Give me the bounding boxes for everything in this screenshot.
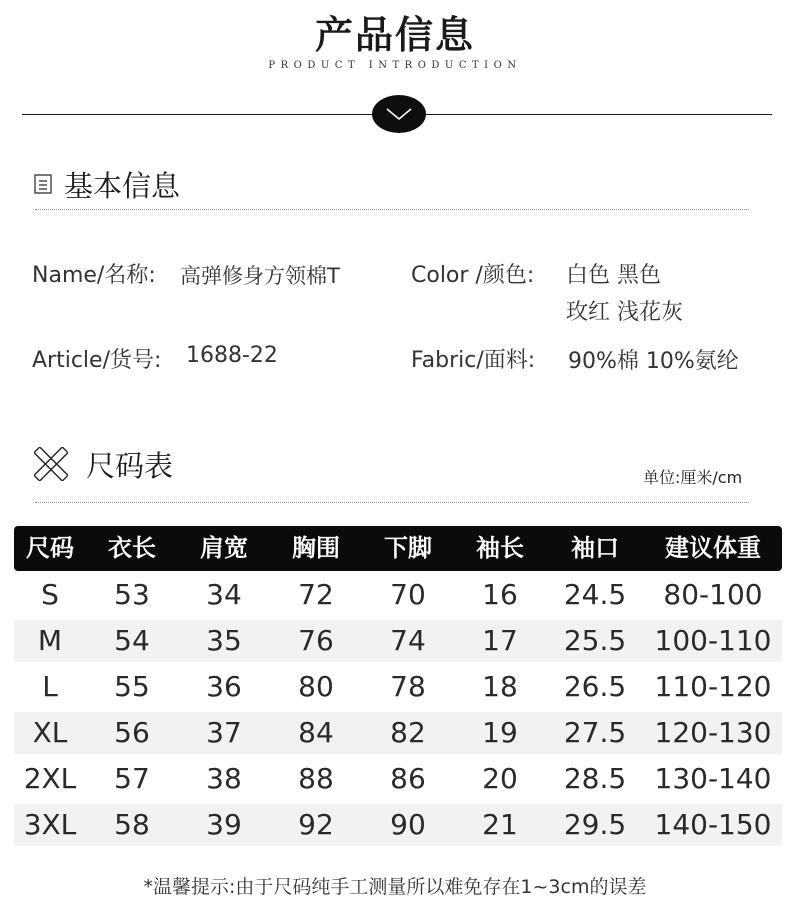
size-chart-title: 尺码表 [86,449,174,483]
cell-length: 54 [114,624,150,657]
measurement-note: *温馨提示:由于尺码纯手工测量所以难免存在1~3cm的误差 [143,876,647,898]
page-title: 产品信息 [314,13,475,57]
unit-label: 单位:厘米/cm [643,468,743,487]
cell-shoulder: 34 [206,578,242,611]
cell-size: XL [32,716,68,749]
cell-cuff: 25.5 [563,624,627,657]
cell-cuff: 26.5 [563,670,627,703]
size-chart-divider [35,502,749,503]
cell-sleeve: 17 [482,624,518,657]
cell-weight: 120-130 [654,716,772,749]
cell-sleeve: 18 [482,670,518,703]
chevron-down-badge [372,95,426,133]
cell-hem: 78 [390,670,426,703]
cell-chest: 84 [298,716,334,749]
cell-hem: 82 [390,716,426,749]
cell-size: 3XL [23,808,77,841]
cell-weight: 110-120 [654,670,772,703]
name-value: 高弹修身方领棉T [180,264,340,288]
table-row [14,666,782,708]
cell-shoulder: 39 [206,808,242,841]
document-list-icon [34,174,52,198]
ruler-cross-icon [34,447,68,485]
cell-cuff: 29.5 [563,808,627,841]
basic-info-divider [35,209,749,210]
size-table-header [14,526,782,571]
cell-size: 2XL [23,762,77,795]
cell-cuff: 27.5 [563,716,627,749]
basic-info-title: 基本信息 [64,169,181,203]
header-weight: 建议体重 [665,534,761,562]
header-size: 尺码 [26,534,74,562]
cell-weight: 130-140 [654,762,772,795]
cell-chest: 88 [298,762,334,795]
color-label: Color /颜色: [411,263,535,288]
cell-weight: 140-150 [654,808,772,841]
header-cuff: 袖口 [571,534,619,562]
cell-chest: 72 [298,578,334,611]
cell-length: 57 [114,762,150,795]
header-sleeve: 袖长 [476,534,524,562]
cell-chest: 80 [298,670,334,703]
header-hem: 下脚 [384,534,432,562]
page-subtitle: PRODUCT INTRODUCTION [268,60,522,71]
table-row [14,804,782,846]
cell-size: M [37,624,63,657]
cell-size: L [42,670,58,703]
cell-shoulder: 36 [206,670,242,703]
cell-weight: 80-100 [663,578,763,611]
header-shoulder: 肩宽 [200,534,248,562]
cell-size: S [41,578,59,611]
cell-chest: 76 [298,624,334,657]
article-label: Article/货号: [32,348,162,373]
cell-hem: 70 [390,578,426,611]
header-chest: 胸围 [292,534,340,562]
fabric-value: 90%棉 10%氨纶 [568,349,739,374]
cell-shoulder: 38 [206,762,242,795]
cell-chest: 92 [298,808,334,841]
color-value-line-2: 玫红 浅花灰 [566,300,683,325]
cell-length: 55 [114,670,150,703]
cell-cuff: 28.5 [563,762,627,795]
article-value: 1688-22 [186,343,278,368]
cell-sleeve: 21 [482,808,518,841]
table-row [14,758,782,800]
header-length: 衣长 [108,534,156,562]
table-row [14,574,782,616]
cell-hem: 90 [390,808,426,841]
cell-shoulder: 35 [206,624,242,657]
chevron-down-icon [384,106,414,122]
name-label: Name/名称: [32,263,156,288]
cell-cuff: 24.5 [563,578,627,611]
cell-hem: 74 [390,624,426,657]
cell-weight: 100-110 [654,624,772,657]
color-value-line-1: 白色 黑色 [566,263,661,288]
cell-length: 56 [114,716,150,749]
table-row [14,712,782,754]
cell-hem: 86 [390,762,426,795]
cell-length: 53 [114,578,150,611]
cell-sleeve: 20 [482,762,518,795]
cell-sleeve: 19 [482,716,518,749]
cell-sleeve: 16 [482,578,518,611]
fabric-label: Fabric/面料: [411,348,536,373]
table-row [14,620,782,662]
cell-length: 58 [114,808,150,841]
cell-shoulder: 37 [206,716,242,749]
